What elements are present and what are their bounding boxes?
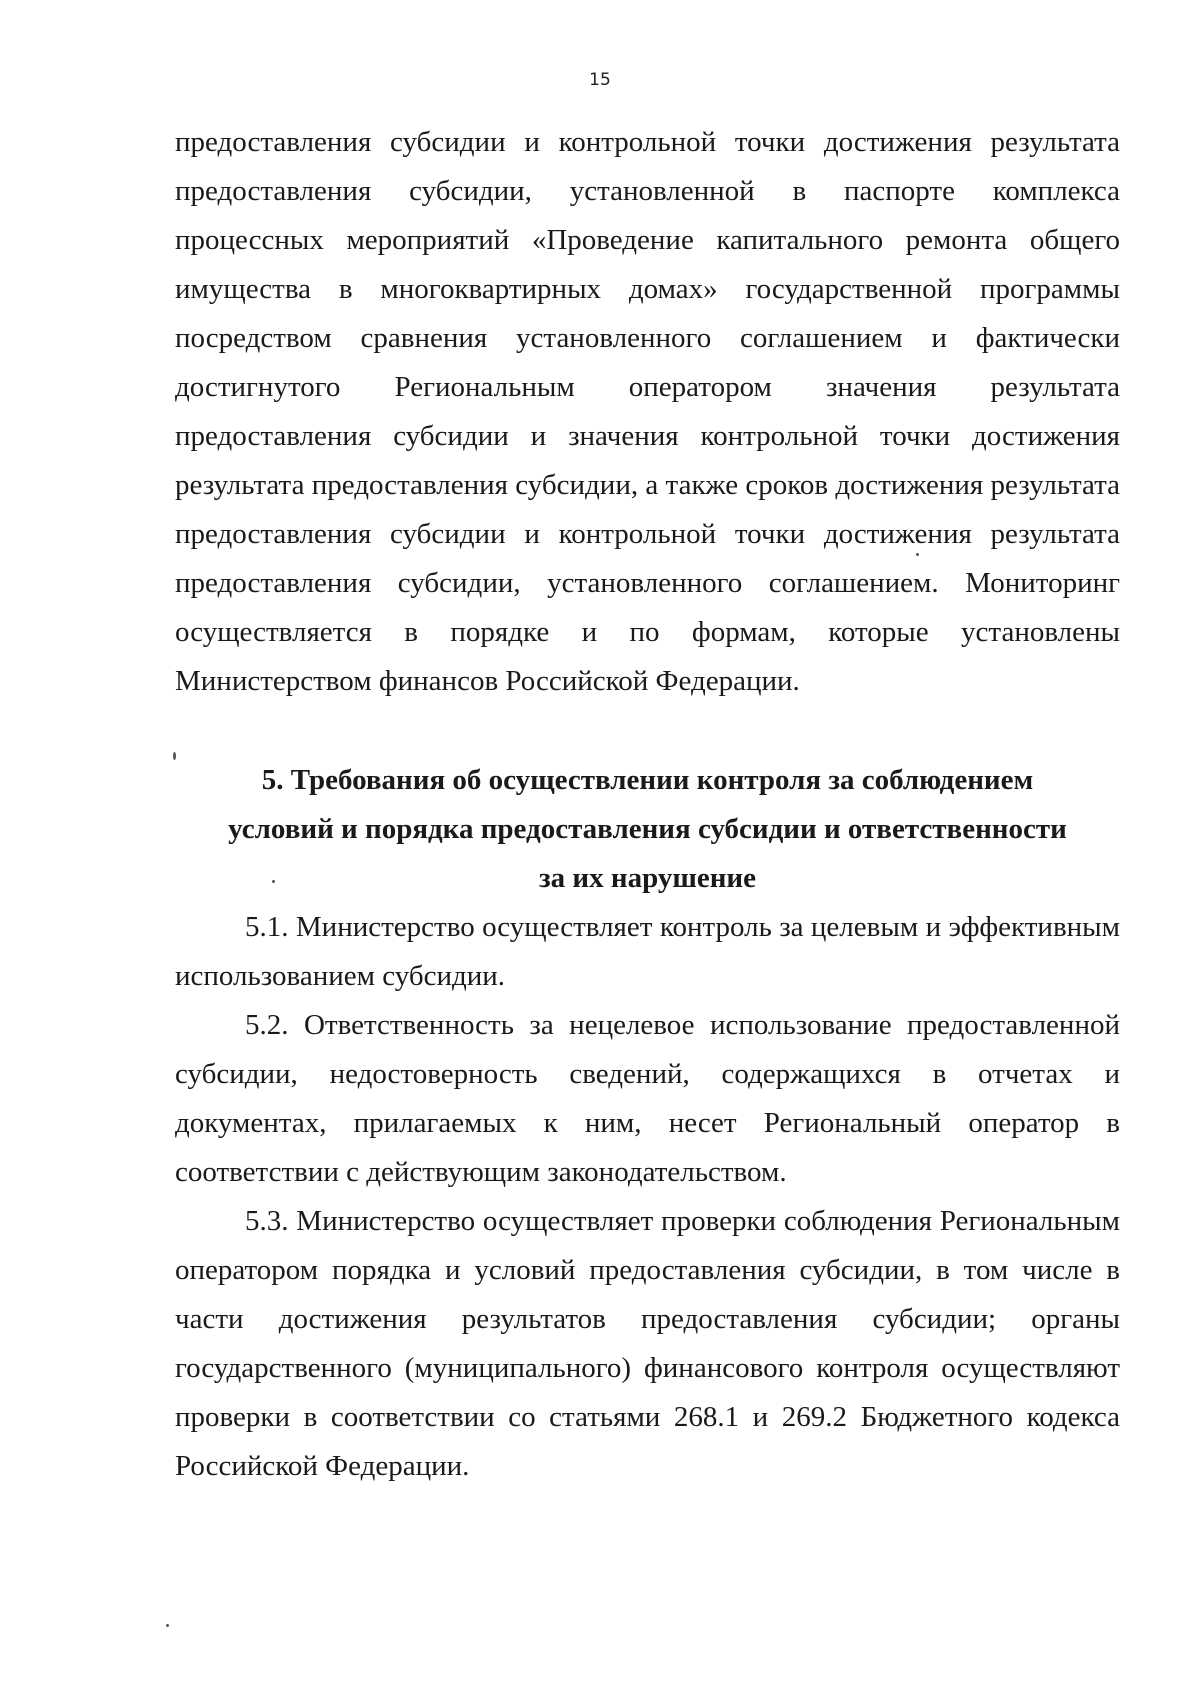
intro-paragraph: предоставления субсидии и контрольной точки достижения результата предоставления субсидии, установленной в паспорте комплекса процессных мероприятий «Проведение капитального ремонта общего имущества в многоквартирных домах» государственной программы посредством сравнения установленного соглашением и фактически достигнутого Региональным оператором значения результата предоставления субсидии и значения контрольной точки достижения результата предоставления субсидии, а также сроков достижения результата предоставления субсидии и контрольной точки достижения результата предоставления субсидии, установленного соглашением. Мониторинг осуществляется в порядке и по формам, которые установлены Министерством финансов Российской Федерации. <box>175 126 1120 697</box>
scan-speck <box>916 553 919 556</box>
scan-speck <box>272 880 275 883</box>
section-heading-line-1: 5. Требования об осуществлении контроля за соблюдением <box>261 764 1034 796</box>
section-heading <box>175 756 1120 903</box>
section-heading-line-2: условий и порядка предоставления субсидии и ответственности <box>228 813 1067 845</box>
section-heading-line-3: за их нарушение <box>539 862 756 894</box>
page-number: 15 <box>589 70 611 90</box>
paragraph-5-1: 5.1. Министерство осуществляет контроль за целевым и эффективным использованием субсидии. <box>175 911 1120 992</box>
scan-speck <box>166 1624 169 1627</box>
document-body <box>175 118 1120 1491</box>
scan-speck <box>173 752 176 760</box>
paragraph-5-2: 5.2. Ответственность за нецелевое использование предоставленной субсидии, недостоверность сведений, содержащихся в отчетах и документах, прилагаемых к ним, несет Региональный оператор в соответствии с действующим законодательством. <box>175 1009 1120 1188</box>
paragraph-5-3: 5.3. Министерство осуществляет проверки соблюдения Региональным оператором порядка и условий предоставления субсидии, в том числе в части достижения результатов предоставления субсидии; органы государственного (муниципального) финансового контроля осуществляют проверки в соответствии со статьями 268.1 и 269.2 Бюджетного кодекса Российской Федерации. <box>175 1205 1120 1482</box>
